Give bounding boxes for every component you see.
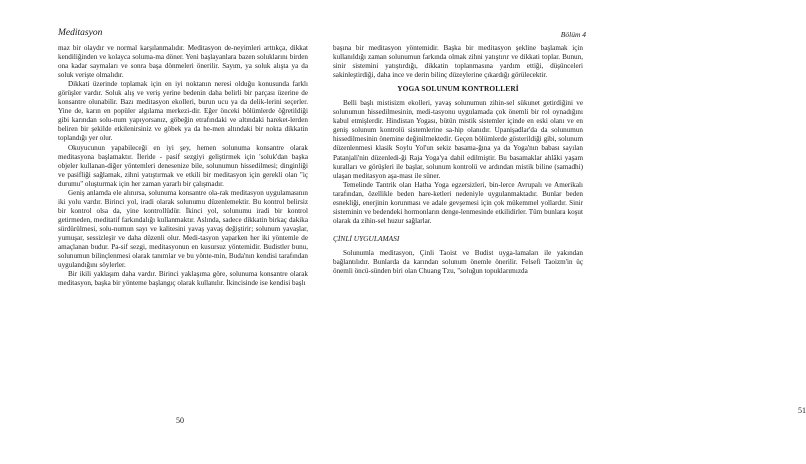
left-paragraph-3: Okuyucunun yapabileceği en iyi şey, hemen solunuma konsantre olarak meditasyona başlamaktır. İleride - pasif sezgiyi geliştirmek için 'soluk'dan başka objeler kullanan-diğer yöntemleri denesenize bile, solunumun hissedilmesi; dinginliği ve pasifliği sağlamak, zihni yatıştırmak ve etkili bir meditasyon için gerekli olan "iç durumu" oluşturmak için her zaman yararlı bir çalışmadır. [58, 143, 308, 188]
left-paragraph-5: Bir ikili yaklaşım daha vardır. Birinci yaklaşıma göre, solunuma konsantre olarak meditasyon, başka bir yönteme başlangıç olarak kullanılır. İkincisinde ise kendisi başlı [58, 270, 308, 288]
running-head-left: Meditasyon [58, 28, 103, 38]
right-section-paragraph-2: Temelinde Tantrik olan Hatha Yoga egzersizleri, bin-lerce Avrupalı ve Amerikalı tarafından, özellikle beden hare-ketleri nedeniyle uygulanmaktadır. Bunlar beden esnekliği, enerjinin korunması ve adale gevşemesi için çok mükemmel yollardır. Sinir sisteminin ve bedendeki hormonların denge-lenmesinde etkilidirler. Tüm bunlara koşut olarak da zihin-sel huzur sağlarlar. [333, 180, 583, 225]
right-section-paragraph-1: Belli başlı mistisizm ekolleri, yavaş solunumun zihin-sel sükunet getirdiğini ve solunumun hissedilmesinin, medi-tasyonu uygulamada çok önemli bir rol oynadığını kabul etmişlerdir. Hindistan Yogası, bütün mistik sistemler içinde en eski olanı ve en geniş solunum kontrolü sistemlerine sa-hip olanıdır. Upanişadlar'da da solunumun hissedilmesinin önemine değinilmektedir. Geçen bölümlerde gösterildiği gibi, solunum düzenlenmesi klasik Soylu Yol'un sekiz basama-ğına ya da Yoga'nın babası sayılan Patanjali'nin düzenledi-ği Raja Yoga'ya dahil edilmiştir. Bu basamaklar ahlâki yaşam kuralları ve görüşleri ile başlar, solunum kontrolü ve ardından mistik biline (samadhi) ulaşan meditasyon aşa-ması ile süner. [333, 99, 583, 180]
left-text-column [58, 44, 308, 288]
right-opening-paragraph: başına bir meditasyon yöntemidir. Başka bir meditasyon şekline başlamak için kullanıldığı zaman solunumun farkında olmak zihni yatıştırır ve dikkati toplar. Bunun, sinir sistemini yatıştırdığı, dikkatin toplanmasına yardım ettiği, düşünceleri sakinleştirdiği, daha ince ve derin bilinç düzeylerine çıkardığı görülecektir. [333, 44, 583, 80]
page-number-left: 50 [176, 416, 184, 425]
subsection-heading: ÇİNLİ UYGULAMASI [333, 233, 400, 243]
right-text-column [333, 44, 583, 276]
left-paragraph-2: Dikkati üzerinde toplamak için en iyi noktanın neresi olduğu konusunda farklı görüşler vardır. Soluk alış ve veriş yerine bedenin daha belirli bir parçası üzerine de konsantre olunabilir. Bazı meditasyon ekolleri, burun ucu ya da delik-lerini seçerler. Yine de, karın en popüler algılama merkezi-dir. Eğer önceki bölümlerde öğretildiği gibi karından solu-num yapıyorsanız, göbeğin etrafındaki ve altındaki hareket-lerden beliren bir şekilde etkilenirsiniz ve göbek ya da he-men altındaki bir nokta dikkatin toplandığı yer olur. [58, 80, 308, 143]
section-heading: YOGA SOLUNUM KONTROLLERİ [397, 84, 519, 94]
left-paragraph-1: maz bir olaydır ve normal karşılanmalıdır. Meditasyon de-neyimleri arttıkça, dikkat kendiliğinden ve kolayca soluma-ma döner. Yeni başlayanlara bazen soluklarını birden ona kadar saymaları ve sonra başa dönmeleri önerilir. Sayım, ya soluk alışta ya da soluk verişte olmalıdır. [58, 44, 308, 80]
left-paragraph-4: Geniş anlamda ele alınırsa, solunuma konsantre ola-rak meditasyon uygulamasının iki yolu vardır. Birinci yol, iradi olarak solunumu düzenlemektir. Bu kontrol belirsiz bir kontrol olsa da, yine kontrollüdür. İkinci yol, solunumu iradi bir kontrol getirmeden, meditatif farkındalığı kullanmaktır. Aslında, sadece dikkatin birkaç dakika sürdürülmesi, solu-numun sayı ve kalitesini yavaş yavaş değiştirir; solunum yavaşlar, yumuşar, sessizleşir ve daha düzenli olur. Medi-tasyon yaparken her iki yöntemle de amaçlanan budur. Pa-sif sezgi, meditasyonun en kusursuz yöntemidir. Budistler bunu, solunumun bilinçlenmesi olarak tanımlar ve bu yönte-min, Buda'nın kendisi tarafından uygulandığını söylerler. [58, 188, 308, 270]
running-head-right: Bölüm 4 [560, 30, 586, 39]
page-number-right: 51 [798, 406, 806, 415]
right-subsection-paragraph: Solunumla meditasyon, Çinli Taoist ve Budist uyga-lamaları ile yakından bağlantılıdır. Bunlarda da karından solunum önemle önerilir. Felsefi Taoizm'in üç önemli öncü-sünden biri olan Chuang Tzu, "soluğun topuklarımızda [333, 248, 583, 276]
